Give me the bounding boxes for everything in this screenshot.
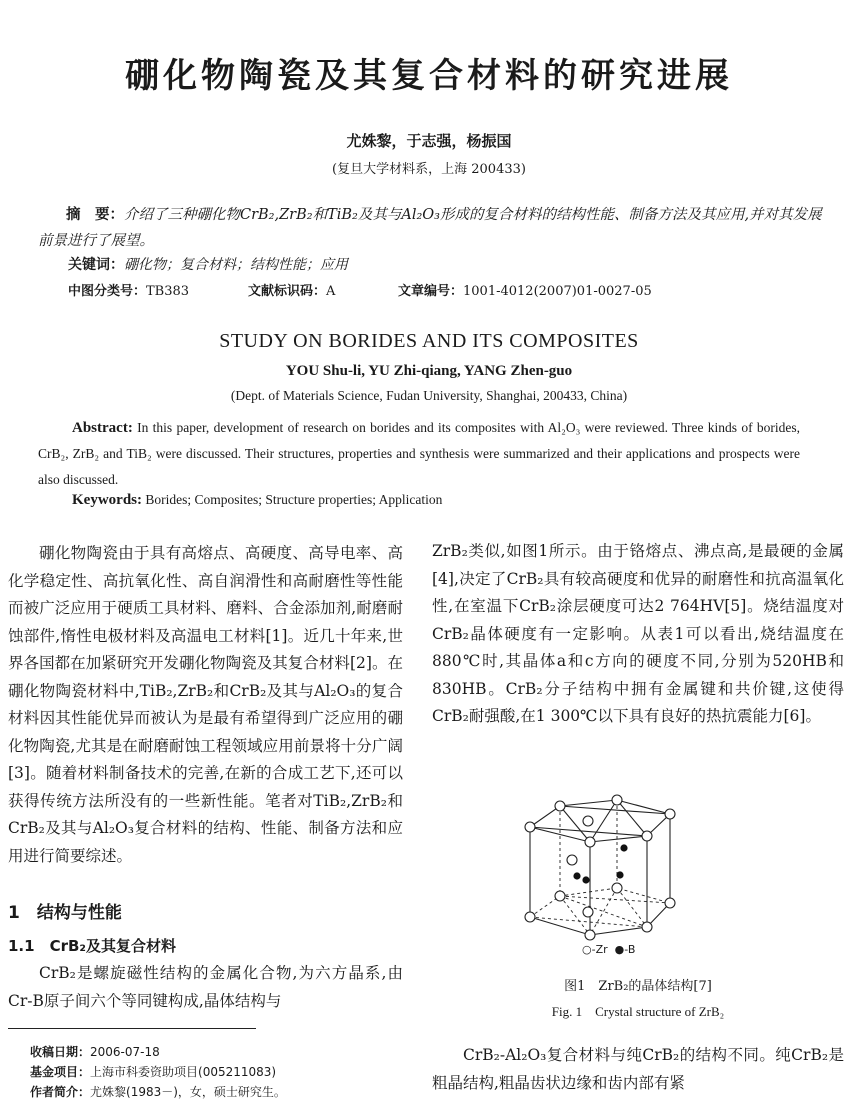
crystal-structure-figure (520, 790, 685, 960)
crb2-paragraph: CrB₂是螺旋磁性结构的金属化合物,为六方晶系,由Cr-B原子间六个等同键构成,晶体结构与 (8, 964, 403, 1010)
section-heading-1: 1 结构与性能 (8, 903, 122, 923)
paper-title: 硼化物陶瓷及其复合材料的研究进展 (125, 56, 733, 96)
affiliation-cn: (复旦大学材料系，上海 200433) (332, 162, 526, 177)
author-value: 尤姝黎(1983－)，女，硕士研究生。 (90, 1085, 286, 1099)
abstract-cn (38, 202, 822, 254)
abstract-cn-text: 介绍了三种硼化物CrB₂,ZrB₂和TiB₂及其与Al₂O₃形成的复合材料的结构性能、制备方法及其应用,并对其发展前景进行了展望。 (38, 207, 822, 249)
body-right-column-2 (432, 1042, 844, 1097)
classification-line (68, 280, 828, 299)
doc-code-label: 文献标识码： (248, 284, 327, 299)
figure-caption-en: Fig. 1 Crystal structure of ZrB₂ (551, 1004, 725, 1019)
abstract-en-text: In this paper, development of research on borides and its composites with Al₂O₃ were reviewed. Three kinds of borides, CrB₂, ZrB₂ and TiB₂ were discussed. Their structures, properties and synthesis were summarized and their applications and prospects were also discussed. (38, 420, 800, 487)
paper-title-en: STUDY ON BORIDES AND ITS COMPOSITES (219, 330, 639, 352)
fund-label: 基金项目： (30, 1065, 91, 1079)
keywords-en-label: Keywords: (72, 492, 142, 508)
authors-cn: 尤姝黎，于志强，杨振国 (346, 132, 512, 150)
abstract-cn-label: 摘 要： (66, 206, 124, 223)
keywords-cn-label: 关键词： (68, 257, 124, 273)
body-left-column-2 (8, 960, 403, 1015)
affiliation-en: (Dept. of Materials Science, Fudan University, Shanghai, 200433, China) (230, 388, 628, 403)
author-label: 作者简介： (30, 1085, 91, 1099)
zr-atoms (525, 795, 675, 940)
authors-en: YOU Shu-li, YU Zhi-qiang, YANG Zhen-guo (285, 363, 573, 379)
keywords-en (72, 492, 442, 509)
right-paragraph-2: CrB₂-Al₂O₃复合材料与纯CrB₂的结构不同。纯CrB₂是粗晶结构,粗晶齿状边缘和齿内部有紧 (432, 1046, 844, 1092)
hidden-edges (530, 800, 670, 935)
footnotes (30, 1042, 286, 1102)
legend-zr: ○-Zr (582, 943, 608, 956)
right-paragraph: ZrB₂类似,如图1所示。由于铬熔点、沸点高,是最硬的金属[4],决定了CrB₂具有较高硬度和优异的耐磨性和抗高温氧化性,在室温下CrB₂涂层硬度可达2 764HV[5]。烧结温度对CrB₂晶体硬度有一定影响。从表1可以看出,烧结温度在880℃时,其晶体a和c方向的硬度不同,分别为520HB和830HB。CrB₂分子结构中拥有金属键和共价键,这使得CrB₂耐强酸,在1 300℃以下具有良好的热抗震能力[6]。 (432, 542, 844, 725)
footnote-fund (30, 1062, 286, 1082)
footnote-divider (8, 1028, 256, 1029)
abstract-en (38, 415, 800, 493)
footnote-received (30, 1042, 286, 1062)
intro-paragraph: 硼化物陶瓷由于具有高熔点、高硬度、高导电率、高化学稳定性、高抗氧化性、高自润滑性和高耐磨性等性能而被广泛应用于硬质工具材料、磨料、合金添加剂,耐磨耐蚀部件,惰性电极材料及高温电工材料[1]。近几十年来,世界各国都在加紧研究开发硼化物陶瓷及其复合材料[2]。在硼化物陶瓷材料中,TiB₂,ZrB₂和CrB₂及其与Al₂O₃的复合材料因其性能优异而被认为是最有希望得到广泛应用的硼化物陶瓷,尤其是在耐磨耐蚀工程领域应用前景将十分广阔[3]。随着材料制备技术的完善,在新的合成工艺下,还可以获得传统方法所没有的一些新性能。笔者对TiB₂,ZrB₂和CrB₂及其与Al₂O₃复合材料的结构、性能、制备方法和应用进行简要综述。 (8, 544, 403, 865)
body-right-column (432, 538, 844, 731)
abstract-en-label: Abstract: (72, 420, 133, 436)
figure-caption-cn: 图1 ZrB₂的晶体结构[7] (564, 979, 712, 994)
b-atoms (573, 844, 627, 883)
legend-b: ●-B (614, 943, 636, 956)
keywords-en-text: Borides; Composites; Structure properties; Application (145, 492, 443, 507)
body-left-column (8, 540, 403, 870)
section-heading-1-1: 1.1 CrB₂及其复合材料 (8, 937, 176, 955)
footnote-author (30, 1082, 286, 1102)
figure-legend (582, 943, 635, 956)
doc-code-value: A (326, 284, 336, 299)
keywords-cn-text: 硼化物；复合材料；结构性能；应用 (124, 257, 348, 273)
received-value: 2006-07-18 (90, 1045, 160, 1059)
article-no-label: 文章编号： (398, 284, 464, 299)
clc-label: 中图分类号： (68, 284, 147, 299)
keywords-cn (68, 254, 348, 274)
hexagonal-prism-edges (530, 800, 670, 935)
clc-value: TB383 (146, 284, 190, 299)
article-no-value: 1001-4012(2007)01-0027-05 (463, 284, 652, 299)
received-label: 收稿日期： (30, 1045, 91, 1059)
fund-value: 上海市科委资助项目(005211083) (90, 1065, 277, 1079)
